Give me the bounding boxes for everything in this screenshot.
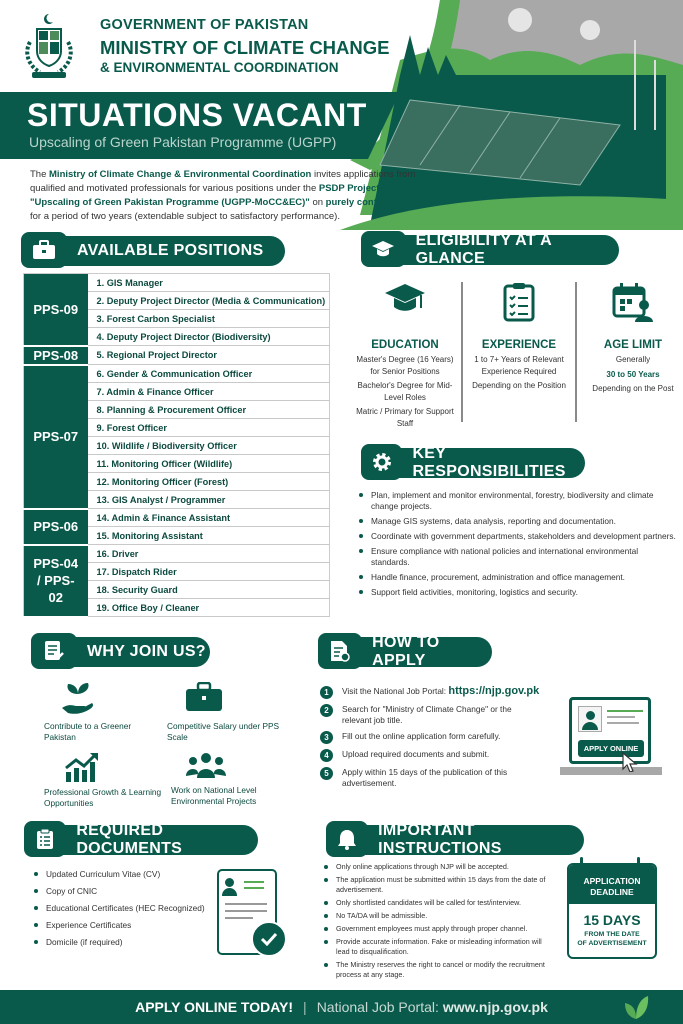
leaf-icon xyxy=(623,994,649,1020)
team-icon xyxy=(185,752,227,778)
verified-document-illustration xyxy=(217,869,289,957)
responsibilities-list xyxy=(357,490,677,602)
page-title: SITUATIONS VACANT xyxy=(27,97,367,133)
graduation-cap-icon xyxy=(383,282,427,316)
application-form-icon xyxy=(318,633,362,669)
list-item: Updated Curriculum Vitae (CV) xyxy=(32,869,222,880)
section-header-documents: REQUIRED DOCUMENTS xyxy=(26,825,258,855)
list-item: The Ministry reserves the right to cancel or modify the recruitment process at any stage. xyxy=(322,960,557,980)
growth-chart-icon xyxy=(64,752,100,782)
table-row: 10. Wildlife / Biodiversity Officer xyxy=(24,437,330,455)
eligibility-age: AGE LIMIT Generally 30 to 50 Years Depending on the Post xyxy=(583,282,683,432)
section-header-instructions: IMPORTANT INSTRUCTIONS xyxy=(328,825,584,855)
apply-step: 2 Search for "Ministry of Climate Change" or the relevant job title. xyxy=(320,704,560,726)
table-row: 18. Security Guard xyxy=(24,581,330,599)
list-item: Provide accurate information. Fake or misleading information will lead to disqualification. xyxy=(322,937,557,957)
positions-table xyxy=(23,273,330,618)
instructions-list xyxy=(322,862,557,983)
apply-step: 5 Apply within 15 days of the publication of this advertisement. xyxy=(320,767,560,789)
table-row: 8. Planning & Procurement Officer xyxy=(24,401,330,419)
briefcase-icon xyxy=(185,682,223,712)
why-item-salary: Competitive Salary under PPS Scale xyxy=(167,682,287,743)
plant-hand-icon xyxy=(60,682,96,716)
cursor-icon xyxy=(622,752,638,772)
ministry-name: MINISTRY OF CLIMATE CHANGE xyxy=(100,37,390,58)
list-item: Only shortlisted candidates will be called for test/interview. xyxy=(322,898,557,908)
apply-step: 3 Fill out the online application form carefully. xyxy=(320,731,560,744)
government-label: GOVERNMENT OF PAKISTAN xyxy=(100,17,309,33)
documents-list xyxy=(32,869,222,954)
list-item: Support field activities, monitoring, logistics and security. xyxy=(357,587,677,598)
document-edit-icon xyxy=(31,633,77,669)
list-item: Domicile (if required) xyxy=(32,937,222,948)
divider xyxy=(461,282,463,422)
list-item: Manage GIS systems, data analysis, reporting and documentation. xyxy=(357,516,677,527)
eligibility-experience: EXPERIENCE 1 to 7+ Years of Relevant Experience Required Depending on the Position xyxy=(469,282,569,432)
why-item-greener: Contribute to a Greener Pakistan xyxy=(44,682,164,743)
clipboard-list-icon xyxy=(24,821,66,857)
deadline-calendar: APPLICATION DEADLINE 15 DAYS FROM THE DATE OF ADVERTISEMENT xyxy=(567,863,657,959)
list-item: Plan, implement and monitor environmental, forestry, biodiversity and climate change projects. xyxy=(357,490,677,512)
apply-step: 1 Visit the National Job Portal: https://njp.gov.pk xyxy=(320,686,560,699)
table-row: 17. Dispatch Rider xyxy=(24,563,330,581)
calendar-person-icon xyxy=(612,282,654,322)
section-header-responsibilities: KEY RESPONSIBILITIES xyxy=(363,448,585,478)
page-subtitle: Upscaling of Green Pakistan Programme (UGPP) xyxy=(29,134,337,150)
calendar-ring xyxy=(580,857,583,869)
table-row: 4. Deputy Project Director (Biodiversity) xyxy=(24,328,330,346)
list-item: Ensure compliance with national policies and international environmental standards. xyxy=(357,546,677,568)
checkmark-icon xyxy=(251,921,287,957)
list-item: Educational Certificates (HEC Recognized) xyxy=(32,903,222,914)
section-header-eligibility: ELIGIBILITY AT A GLANCE xyxy=(363,235,619,265)
ministry-subname: & ENVIRONMENTAL COORDINATION xyxy=(100,60,339,75)
table-row: PPS-06 14. Admin & Finance Assistant xyxy=(24,509,330,527)
graduation-cap-icon xyxy=(361,231,406,267)
table-row: PPS-09 1. GIS Manager xyxy=(24,274,330,292)
divider xyxy=(575,282,577,422)
list-item: Government employees must apply through proper channel. xyxy=(322,924,557,934)
apply-step: 4 Upload required documents and submit. xyxy=(320,749,560,762)
calendar-ring xyxy=(637,857,640,869)
list-item: Only online applications through NJP will be accepted. xyxy=(322,862,557,872)
table-row: 13. GIS Analyst / Programmer xyxy=(24,491,330,509)
apply-online-button[interactable]: APPLY ONLINE xyxy=(578,740,644,757)
briefcase-icon xyxy=(21,232,67,268)
list-item: Experience Certificates xyxy=(32,920,222,931)
list-item: Copy of CNIC xyxy=(32,886,222,897)
table-row: PPS-04 / PPS-02 16. Driver xyxy=(24,545,330,563)
apply-steps xyxy=(320,686,560,794)
footer-portal-link[interactable]: www.njp.gov.pk xyxy=(442,999,548,1015)
list-item: Handle finance, procurement, administration and office management. xyxy=(357,572,677,583)
njp-portal-link[interactable]: https://njp.gov.pk xyxy=(448,685,540,697)
clipboard-checklist-icon xyxy=(502,282,536,322)
table-row: 2. Deputy Project Director (Media & Communication) xyxy=(24,292,330,310)
avatar-icon xyxy=(578,706,602,732)
table-row: PPS-07 6. Gender & Communication Officer xyxy=(24,365,330,383)
table-row: 7. Admin & Finance Officer xyxy=(24,383,330,401)
table-row: 15. Monitoring Assistant xyxy=(24,527,330,545)
why-item-growth: Professional Growth & Learning Opportunities xyxy=(44,752,164,809)
list-item: Coordinate with government departments, stakeholders and development partners. xyxy=(357,531,677,542)
table-row: PPS-08 5. Regional Project Director xyxy=(24,346,330,365)
section-header-positions: AVAILABLE POSITIONS xyxy=(23,236,285,266)
footer-cta: APPLY ONLINE TODAY! xyxy=(135,999,294,1015)
list-item: The application must be submitted within 15 days from the date of advertisement. xyxy=(322,875,557,895)
why-item-national: Work on National Level Environmental Projects xyxy=(171,752,271,807)
state-emblem-icon xyxy=(20,12,78,82)
table-row: 12. Monitoring Officer (Forest) xyxy=(24,473,330,491)
deadline-days: 15 DAYS xyxy=(583,912,641,928)
eligibility-grid xyxy=(355,282,683,432)
table-row: 3. Forest Carbon Specialist xyxy=(24,310,330,328)
table-row: 9. Forest Officer xyxy=(24,419,330,437)
section-header-why: WHY JOIN US? xyxy=(33,637,210,667)
table-row: 19. Office Boy / Cleaner xyxy=(24,599,330,617)
section-header-apply: HOW TO APPLY xyxy=(320,637,492,667)
bell-icon xyxy=(326,821,368,857)
intro-paragraph: The Ministry of Climate Change & Environmental Coordination invites applications from qualified and motivated professionals for various positions under the PSDP Project "Upscaling of Green Pakistan Programme (UGPP-MoCC&EC)" on purely contract basis for a period of two years (extendable subject to satisfactory performance). xyxy=(30,169,422,222)
footer-bar: APPLY ONLINE TODAY! | National Job Portal: www.njp.gov.pk xyxy=(0,990,683,1024)
list-item: No TA/DA will be admissible. xyxy=(322,911,557,921)
eligibility-education: EDUCATION Master's Degree (16 Years) for Senior Positions Bachelor's Degree for Mid-Level Roles Matric / Primary for Support Staff xyxy=(355,282,455,432)
laptop-illustration xyxy=(566,694,656,776)
gear-icon xyxy=(361,444,402,480)
table-row: 11. Monitoring Officer (Wildlife) xyxy=(24,455,330,473)
